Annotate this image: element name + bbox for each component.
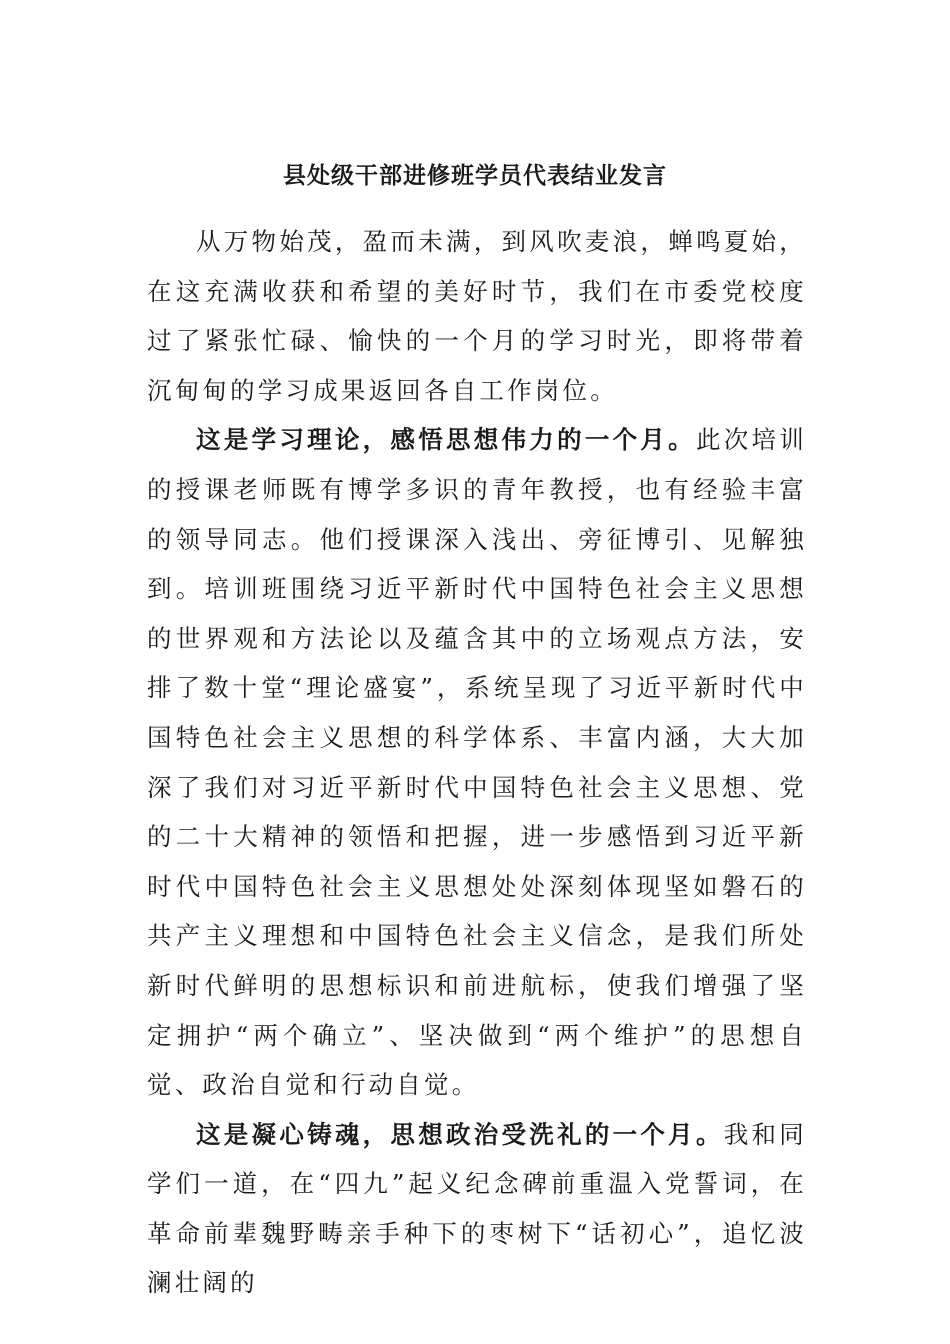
document-title: 县处级干部进修班学员代表结业发言: [283, 162, 667, 189]
paragraph-text: 我和同学们一道，在“四九”起义纪念碑前重温入党誓词，在革命前辈魏野畴亲手种下的枣树下“话初心”，追忆波澜壮阔的: [147, 1119, 807, 1298]
document-body: [147, 217, 807, 1308]
paragraph-text: 从万物始茂，盈而未满，到风吹麦浪，蝉鸣夏始，在这充满收获和希望的美好时节，我们在市委党校度过了紧张忙碌、愉快的一个月的学习时光，即将带着沉甸甸的学习成果返回各自工作岗位。: [147, 227, 807, 405]
paragraph-3: [147, 1110, 807, 1308]
paragraph-lead: 这是凝心铸魂，思想政治受洗礼的一个月。: [196, 1119, 724, 1149]
paragraph-text: 此次培训的授课老师既有博学多识的青年教授，也有经验丰富的领导同志。他们授课深入浅出、旁征博引、见解独到。培训班围绕习近平新时代中国特色社会主义思想的世界观和方法论以及蕴含其中的立场观点方法，安排了数十堂“理论盛宴”，系统呈现了习近平新时代中国特色社会主义思想的科学体系、丰富内涵，大大加深了我们对习近平新时代中国特色社会主义思想、党的二十大精神的领悟和把握，进一步感悟到习近平新时代中国特色社会主义思想处处深刻体现坚如磐石的共产主义理想和中国特色社会主义信念，是我们所处新时代鲜明的思想标识和前进航标，使我们增强了坚定拥护“两个确立”、坚决做到“两个维护”的思想自觉、政治自觉和行动自觉。: [147, 425, 807, 1100]
paragraph-lead: 这是学习理论，感悟思想伟力的一个月。: [196, 425, 696, 455]
paragraph-1: [147, 217, 807, 415]
paragraph-2: [147, 415, 807, 1109]
